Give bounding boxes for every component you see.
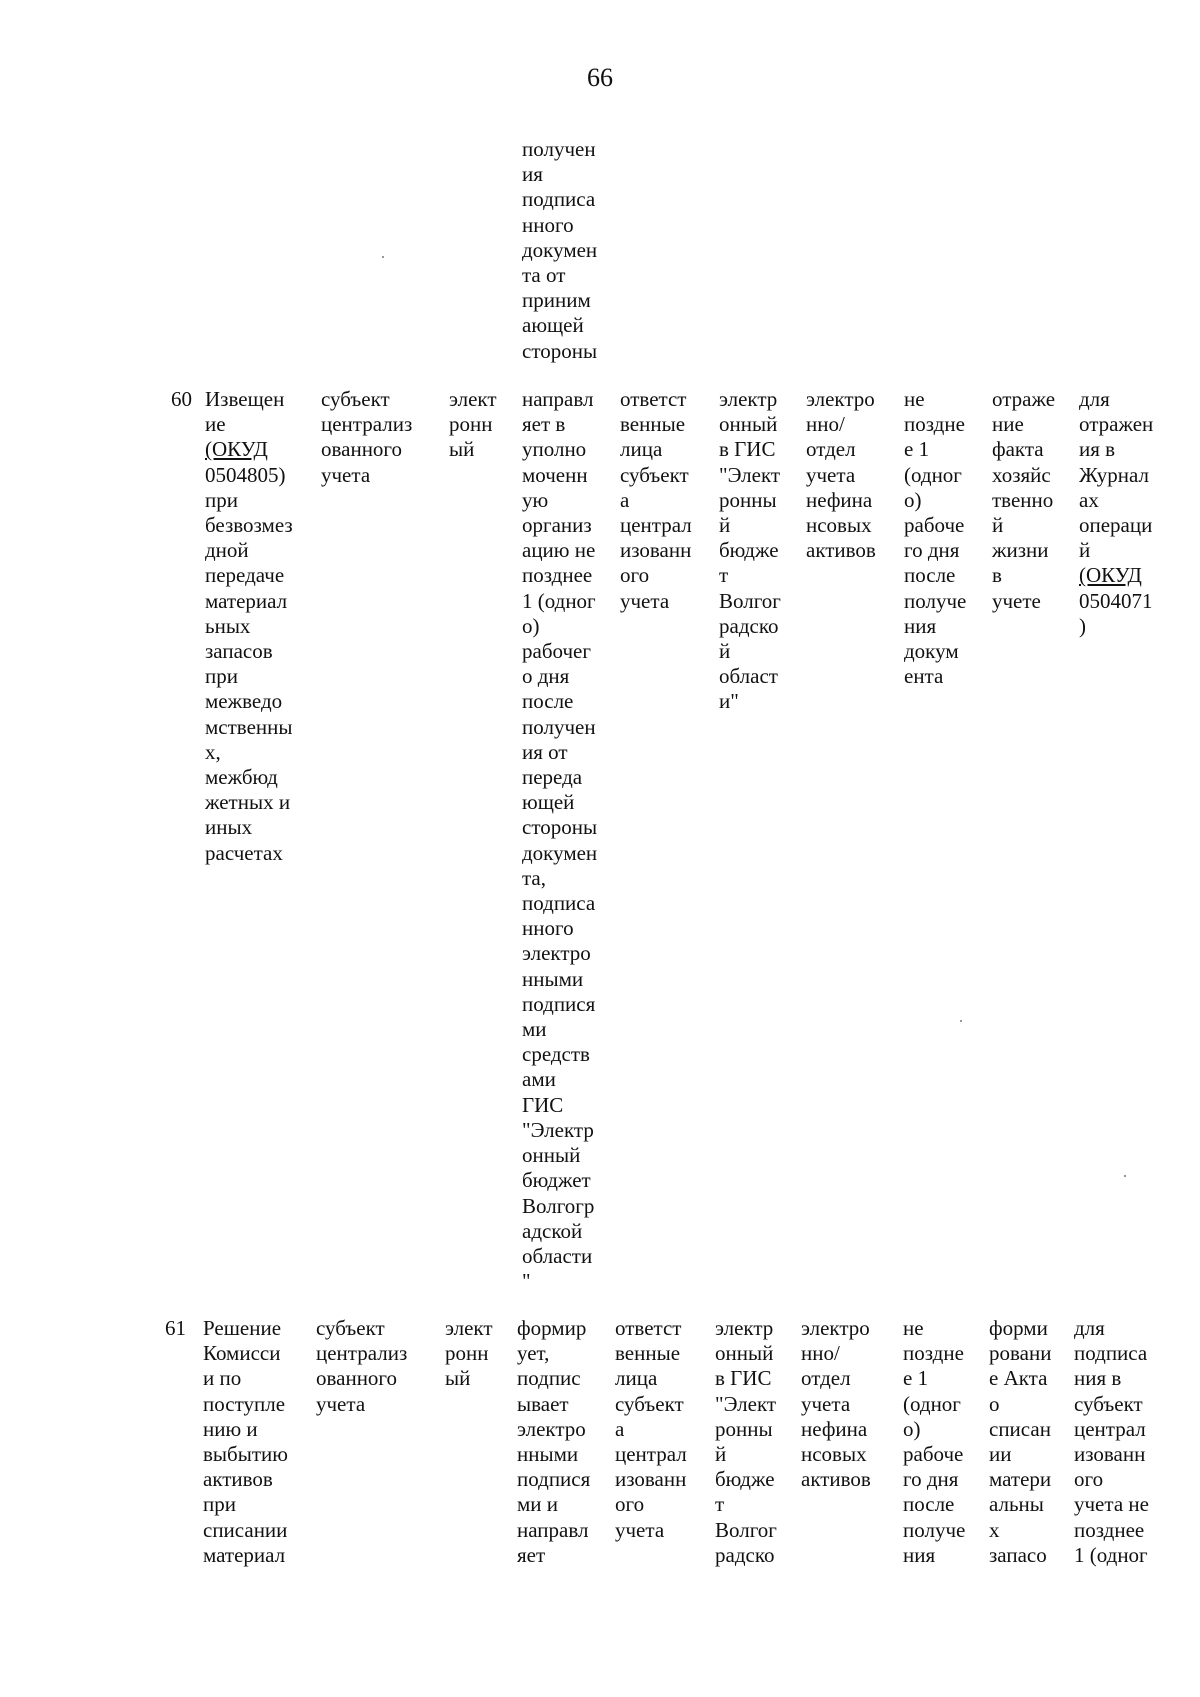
purpose-cell: отраже ние факта хозяйс твенно й жизни в учете (992, 387, 1056, 613)
storage-cell: электр онный в ГИС "Элект ронны й бюдже т Волгог радско й област и" (719, 387, 781, 714)
action-cell: формир ует, подпис ывает электро нными подпися ми и направл яет (517, 1316, 591, 1567)
format-cell: элект ронн ый (449, 387, 497, 462)
document-name-cell (205, 387, 293, 866)
continuation-cell: получен ия подписа нного докумен та от приним ающей стороны (522, 137, 598, 363)
responsible-persons-cell: ответст венные лица субъект а централ изованн ого учета (615, 1316, 687, 1542)
purpose-cell: форми ровани е Акта о списан ии матери альны х запасо (989, 1316, 1052, 1567)
page-number: 66 (587, 63, 613, 92)
responsible-entity-cell: субъект централиз ованного учета (321, 387, 413, 487)
format-cell: элект ронн ый (445, 1316, 493, 1391)
department-cell: электро нно/ отдел учета нефина нсовых активов (801, 1316, 871, 1492)
scan-speck (960, 1020, 962, 1022)
okud-link[interactable]: (ОКУД (205, 437, 268, 462)
responsible-entity-cell: субъект централиз ованного учета (316, 1316, 408, 1416)
department-cell: электро нно/ отдел учета нефина нсовых активов (806, 387, 876, 563)
okud-link[interactable]: (ОКУД (1079, 563, 1142, 588)
usage-rest: 0504071 ) (1079, 588, 1153, 638)
document-name-cell: Решение Комисси и по поступле нию и выбытию активов при списании материал (203, 1316, 288, 1567)
action-cell: направл яет в уполно моченн ую организ ацию не позднее 1 (одног о) рабочег о дня после получен ия от переда ющей стороны докумен та, подписа нного электро нными подпися ми средств ами ГИС "Электр онный бюджет Волгогр адской области " (522, 387, 598, 1294)
scan-speck (1124, 1175, 1126, 1177)
usage-prefix: для отражен ия в Журнал ах операци й (1079, 387, 1154, 563)
row-number: 61 (165, 1316, 186, 1340)
storage-cell: электр онный в ГИС "Элект ронны й бюдже т Волгог радско (715, 1316, 777, 1567)
document-name-rest: 0504805) при безвозмез дной передаче материал ьных запасов при межведо мственны х, межбюд жетных и иных расчетах (205, 462, 293, 865)
row-number: 60 (171, 387, 192, 411)
scan-speck (382, 256, 384, 258)
deadline-cell: не поздне е 1 (одног о) рабоче го дня после получе ния докум ента (904, 387, 967, 689)
deadline-cell: не поздне е 1 (одног о) рабоче го дня после получе ния (903, 1316, 966, 1567)
document-name-prefix: Извещен ие (205, 387, 285, 437)
responsible-persons-cell: ответст венные лица субъект а централ изованн ого учета (620, 387, 692, 613)
usage-cell (1079, 387, 1153, 639)
usage-cell: для подписа ния в субъект централ изованн ого учета не позднее 1 (одног (1074, 1316, 1149, 1567)
